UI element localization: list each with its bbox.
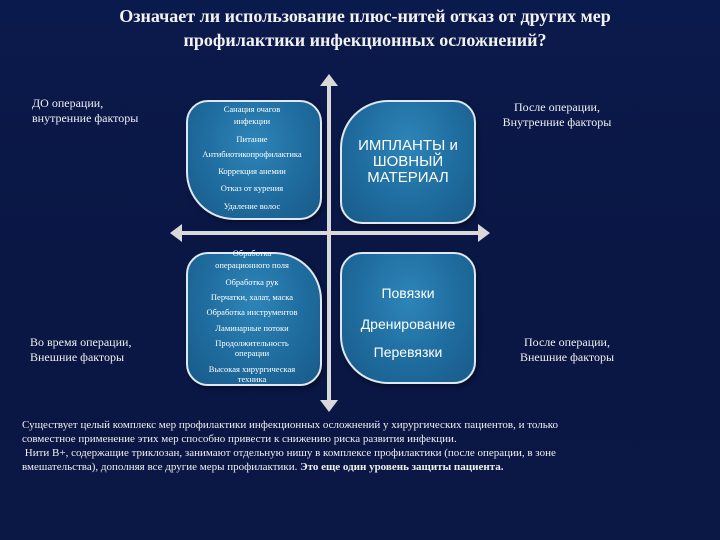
list-item: операционного поля (215, 260, 289, 270)
summary-paragraph: Существует целый комплекс мер профилактики инфекционных осложнений у хирургических пациентов, и только совместное применение этих мер способно привести к снижению риска развития инфекции. (22, 419, 559, 445)
list-item: Питание (236, 134, 268, 144)
summary-emphasis: Это еще один уровень защиты пациента. (300, 461, 504, 473)
list-item: Санация очагов (223, 104, 281, 114)
vertical-axis (327, 78, 331, 406)
arrow-up-icon (320, 74, 338, 86)
label-top-left: ДО операции, внутренние факторы (32, 96, 139, 125)
summary-sentence: Нити В+, содержащие триклозан, занимают отдельную нишу в комплексе профилактики (после операции, в зоне вмешательства), дополняя все другие меры профилактики. (22, 447, 556, 473)
list-item: Ламинарные потоки (215, 323, 289, 333)
implants-text: ИМПЛАНТЫ и ШОВНЫЙ МАТЕРИАЛ (358, 137, 458, 186)
slide-title: Означает ли использование плюс-нитей отказ от других мер профилактики инфекционных осложнений? (119, 6, 611, 50)
arrow-left-icon (170, 224, 182, 242)
list-item: Антибиотикопрофилактика (202, 149, 302, 159)
list-item: Высокая хирургическая (208, 364, 296, 374)
list-item: инфекции (233, 116, 271, 126)
arrow-down-icon (320, 400, 338, 412)
list-item: Удаление волос (223, 201, 281, 211)
list-item: операции (234, 348, 270, 358)
label-bottom-right: После операции, Внешние факторы (519, 335, 615, 364)
list-item: Продолжительность (215, 338, 289, 348)
arrow-right-icon (478, 224, 490, 242)
label-top-right: После операции, Внутренние факторы (502, 100, 612, 129)
list-item: Обработка (232, 248, 272, 258)
horizontal-axis (176, 231, 480, 235)
list-item: Перевязки (373, 344, 443, 360)
list-item: Обработка рук (225, 277, 279, 287)
list-item: Дренирование (360, 316, 456, 332)
list-item: Перчатки, халат, маска (210, 292, 294, 302)
list-item: Коррекция анемии (218, 166, 286, 176)
list-item: техника (237, 374, 267, 384)
list-item: Отказ от курения (220, 183, 284, 193)
summary-paragraph (22, 446, 582, 474)
summary-text (22, 418, 582, 474)
label-bottom-left: Во время операции, Внешние факторы (30, 335, 132, 364)
list-item: Обработка инструментов (206, 307, 298, 317)
list-item: Повязки (381, 285, 435, 301)
